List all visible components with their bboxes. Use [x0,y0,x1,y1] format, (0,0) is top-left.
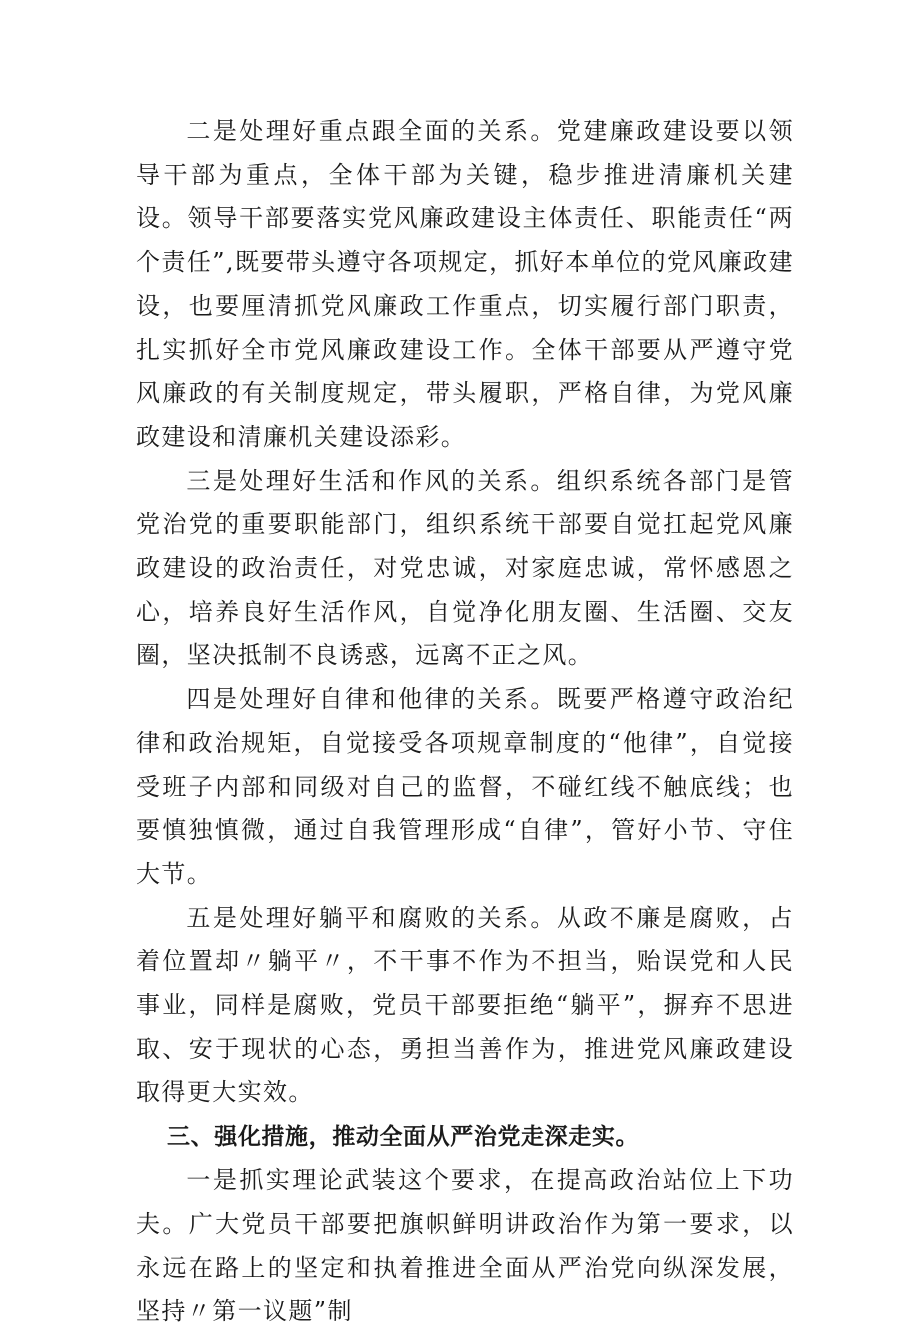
document-body [136,110,794,1334]
paragraph-four: 四是处理好自律和他律的关系。既要严格遵守政治纪律和政治规矩，自觉接受各项规章制度的“他律”，自觉接受班子内部和同级对自己的监督，不碰红线不触底线；也要慎独慎微，通过自我管理形成“自律”，管好小节、守住大节。 [136,685,794,888]
paragraph-three: 三是处理好生活和作风的关系。组织系统各部门是管党治党的重要职能部门，组织系统干部要自觉扛起党风廉政建设的政治责任，对党忠诚，对家庭忠诚，常怀感恩之心，培养良好生活作风，自觉净化朋友圈、生活圈、交友圈，坚决抵制不良诱惑，远离不正之风。 [136,466,794,670]
paragraph-five: 五是处理好躺平和腐败的关系。从政不廉是腐败，占着位置却〃躺平〃，不干事不作为不担当，贻误党和人民事业，同样是腐败，党员干部要拒绝“躺平”，摒弃不思进取、安于现状的心态，勇担当善作为，推进党风廉政建设取得更大实效。 [136,903,794,1107]
section-heading: 三、强化措施，推动全面从严治党走深走实。 [167,1124,640,1151]
paragraph-two: 二是处理好重点跟全面的关系。党建廉政建设要以领导干部为重点，全体干部为关键，稳步推进清廉机关建设。领导干部要落实党风廉政建设主体责任、职能责任“两个责任”,既要带头遵守各项规定，抓好本单位的党风廉政建设，也要厘清抓党风廉政工作重点，切实履行部门职责，扎实抓好全市党风廉政建设工作。全体干部要从严遵守党风廉政的有关制度规定，带头履职，严格自律，为党风廉政建设和清廉机关建设添彩。 [136,117,794,451]
paragraph-final: 一是抓实理论武装这个要求，在提高政治站位上下功夫。广大党员干部要把旗帜鲜明讲政治作为第一要求，以永远在路上的坚定和执着推进全面从严治党向纵深发展，坚持〃第一议题”制 [136,1166,794,1326]
